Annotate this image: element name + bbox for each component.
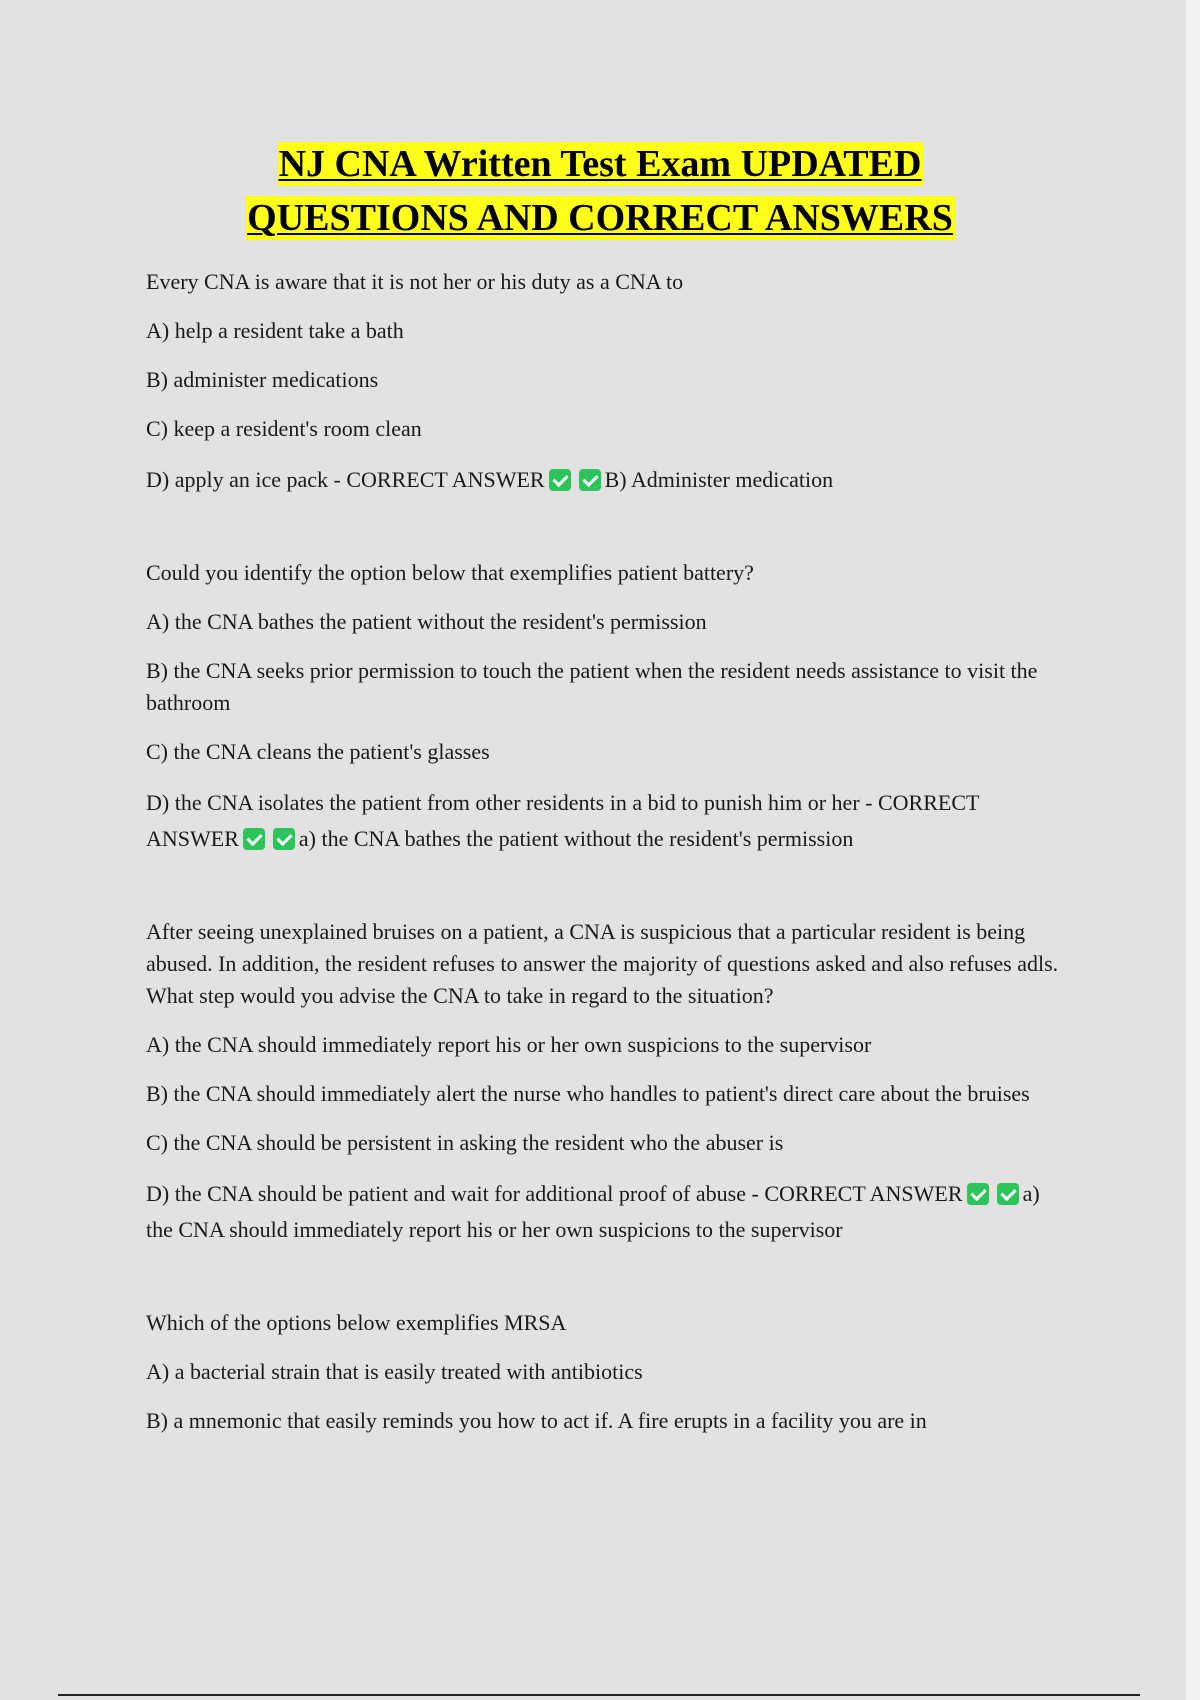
page-edge	[1186, 0, 1200, 1700]
option-d-with-answer	[146, 785, 1066, 857]
option-d: D) the CNA isolates the patient from other residents in a bid to punish him or her -	[146, 790, 878, 815]
option-c: C) the CNA should be persistent in asking the resident who the abuser is	[146, 1130, 784, 1155]
check-mark-icon	[997, 1183, 1019, 1205]
option-c: C) the CNA cleans the patient's glasses	[146, 739, 490, 764]
option-a: A) the CNA bathes the patient without the resident's permission	[146, 609, 707, 634]
correct-answer-text: a) the CNA bathes the patient without the resident's permission	[298, 826, 854, 851]
option-a: A) help a resident take a bath	[146, 318, 404, 343]
check-mark-icon	[549, 469, 571, 491]
title-line-2: QUESTIONS AND CORRECT ANSWERS	[247, 197, 953, 239]
footer-rule	[58, 1694, 1140, 1696]
option-a: A) the CNA should immediately report his or her own suspicions to the supervisor	[146, 1032, 872, 1057]
title-line-1: NJ CNA Written Test Exam UPDATED	[278, 143, 922, 185]
question-block-3	[146, 916, 1066, 1248]
option-b: B) a mnemonic that easily reminds you how to act if. A fire erupts in a facility you are in	[146, 1408, 927, 1433]
check-mark-icon	[967, 1183, 989, 1205]
check-mark-icon	[579, 469, 601, 491]
correct-answer-text: a) the CNA should immediately report his or her own suspicions to the supervisor	[146, 1181, 1040, 1242]
correct-answer-text: B) Administer medication	[604, 467, 834, 492]
option-b: B) administer medications	[146, 367, 379, 392]
question-stem: Every CNA is aware that it is not her or his duty as a CNA to	[146, 269, 684, 294]
correct-answer-label: CORRECT ANSWER	[764, 1181, 963, 1206]
spacer	[146, 515, 1066, 557]
spacer	[146, 1265, 1066, 1307]
correct-answer-label: CORRECT ANSWER	[346, 467, 545, 492]
document-body	[146, 266, 1066, 1454]
option-d: D) the CNA should be patient and wait for additional proof of abuse -	[146, 1181, 765, 1206]
question-block-2	[146, 557, 1066, 857]
option-a: A) a bacterial strain that is easily treated with antibiotics	[146, 1359, 643, 1384]
option-c: C) keep a resident's room clean	[146, 416, 422, 441]
option-b: B) the CNA seeks prior permission to touch the patient when the resident needs assistance to visit the bathroom	[146, 658, 1038, 715]
option-d: D) apply an ice pack -	[146, 467, 347, 492]
question-block-1	[146, 266, 1066, 498]
correct-answer-label: CORRECT ANSWER	[146, 790, 980, 851]
question-block-4	[146, 1307, 1066, 1437]
question-stem: After seeing unexplained bruises on a patient, a CNA is suspicious that a particular resident is being abused. In addition, the resident refuses to answer the majority of questions asked and also refuses adls. What step would you advise the CNA to take in regard to the situation?	[146, 919, 1059, 1008]
question-stem: Could you identify the option below that exemplifies patient battery?	[146, 560, 754, 585]
option-b: B) the CNA should immediately alert the nurse who handles to patient's direct care about the bruises	[146, 1081, 1030, 1106]
option-d-with-answer	[146, 462, 1066, 498]
check-mark-icon	[273, 828, 295, 850]
check-mark-icon	[243, 828, 265, 850]
spacer	[146, 874, 1066, 916]
document-title	[0, 142, 1200, 250]
option-d-with-answer	[146, 1176, 1066, 1248]
question-stem: Which of the options below exemplifies MRSA	[146, 1310, 567, 1335]
